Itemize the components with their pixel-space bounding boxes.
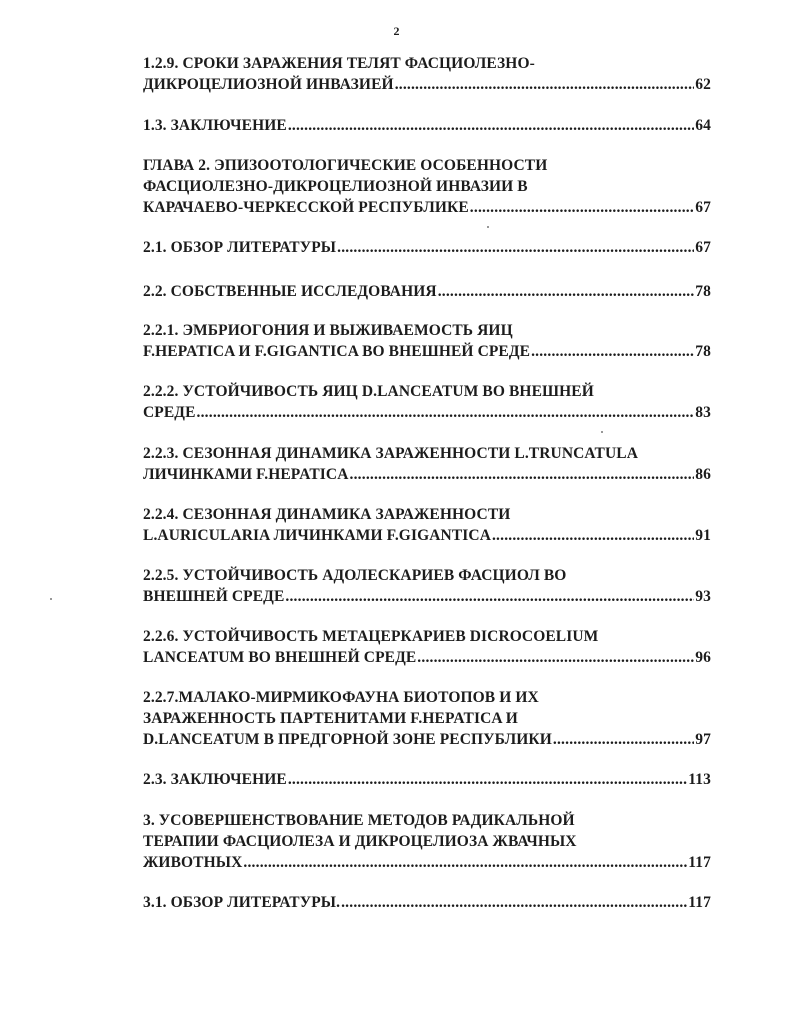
toc-page-number: 91 (695, 527, 711, 544)
toc-page-number: 78 (695, 283, 711, 300)
leader-dots (341, 892, 687, 913)
toc-line: 2.1. ОБЗОР ЛИТЕРАТУРЫ (143, 239, 337, 256)
toc-page-number: 64 (695, 117, 711, 134)
leader-dots (417, 647, 694, 668)
page-number: 2 (393, 24, 400, 38)
scan-speck (601, 431, 603, 433)
toc-line: 2.2.6. УСТОЙЧИВОСТЬ МЕТАЦЕРКАРИЕВ DICROCOELIUM (143, 628, 599, 645)
toc-line: ЗАРАЖЕННОСТЬ ПАРТЕНИТАМИ F.HEPATICA И (143, 710, 518, 727)
toc-line: 1.3. ЗАКЛЮЧЕНИЕ (143, 117, 287, 134)
toc-line: 2.2.7.МАЛАКО-МИРМИКОФАУНА БИОТОПОВ И ИХ (143, 689, 539, 706)
toc-line: 2.2.5. УСТОЙЧИВОСТЬ АДОЛЕСКАРИЕВ ФАСЦИОЛ ВО (143, 567, 567, 584)
toc-line: 3. УСОВЕРШЕНСТВОВАНИЕ МЕТОДОВ РАДИКАЛЬНОЙ (143, 812, 575, 829)
toc-line: F.HEPATICA И F.GIGANTICA ВО ВНЕШНЕЙ СРЕДЕ (143, 343, 531, 360)
leader-dots (470, 197, 695, 218)
leader-dots (197, 402, 695, 423)
leader-dots (337, 237, 694, 258)
toc-page-number: 96 (695, 649, 711, 666)
toc-line: LANCEATUM ВО ВНЕШНЕЙ СРЕДЕ (143, 649, 417, 666)
toc-line: L.AURICULARIA ЛИЧИНКАМИ F.GIGANTICA (143, 527, 491, 544)
toc-page-number: 78 (695, 343, 711, 360)
toc-line: 2.2.4. СЕЗОННАЯ ДИНАМИКА ЗАРАЖЕННОСТИ (143, 506, 511, 523)
leader-dots (531, 341, 694, 362)
toc-line: ГЛАВА 2. ЭПИЗООТОЛОГИЧЕСКИЕ ОСОБЕННОСТИ (143, 157, 548, 174)
toc-line: 3.1. ОБЗОР ЛИТЕРАТУРЫ. (143, 894, 341, 911)
toc-line: ВНЕШНЕЙ СРЕДЕ (143, 588, 285, 605)
toc-entry (143, 320, 711, 362)
scan-speck (50, 598, 52, 600)
leader-dots (288, 769, 687, 790)
toc-line: 2.2.1. ЭМБРИОГОНИЯ И ВЫЖИВАЕМОСТЬ ЯИЦ (143, 322, 513, 339)
toc-line: 2.3. ЗАКЛЮЧЕНИЕ (143, 771, 287, 788)
scan-speck (487, 226, 489, 228)
toc-entry (143, 565, 711, 607)
toc-entry (143, 626, 711, 668)
toc-page-number: 97 (695, 731, 711, 748)
toc-entry (143, 281, 711, 302)
toc-entry (143, 443, 711, 485)
leader-dots (288, 115, 694, 136)
toc-page-number: 83 (695, 404, 711, 421)
toc-entry (143, 155, 711, 218)
toc-line: 1.2.9. СРОКИ ЗАРАЖЕНИЯ ТЕЛЯТ ФАСЦИОЛЕЗНО- (143, 55, 535, 72)
toc-line: ЛИЧИНКАМИ F.HEPATICA (143, 466, 349, 483)
leader-dots (285, 586, 694, 607)
toc-page-number: 113 (688, 771, 711, 788)
toc-entry (143, 115, 711, 136)
toc-line: ТЕРАПИИ ФАСЦИОЛЕЗА И ДИКРОЦЕЛИОЗА ЖВАЧНЫХ (143, 833, 577, 850)
leader-dots (243, 852, 687, 873)
toc-line: КАРАЧАЕВО-ЧЕРКЕССКОЙ РЕСПУБЛИКЕ (143, 199, 469, 216)
toc-line: СРЕДЕ (143, 404, 196, 421)
toc-entry (143, 810, 711, 873)
toc-page-number: 86 (695, 466, 711, 483)
toc-line: 2.2.2. УСТОЙЧИВОСТЬ ЯИЦ D.LANCEATUM ВО ВНЕШНЕЙ (143, 383, 594, 400)
leader-dots (553, 729, 694, 750)
leader-dots (395, 74, 695, 95)
toc-page-number: 93 (695, 588, 711, 605)
toc-page-number: 117 (688, 854, 711, 871)
toc-entry (143, 504, 711, 546)
leader-dots (350, 464, 695, 485)
leader-dots (438, 281, 695, 302)
toc-page-number: 62 (695, 76, 711, 93)
toc-page-number: 117 (688, 894, 711, 911)
toc-page-number: 67 (695, 239, 711, 256)
toc-entry (143, 53, 711, 95)
toc-entry (143, 381, 711, 423)
toc-line: ФАСЦИОЛЕЗНО-ДИКРОЦЕЛИОЗНОЙ ИНВАЗИИ В (143, 178, 528, 195)
toc-entry (143, 769, 711, 790)
toc-line: ДИКРОЦЕЛИОЗНОЙ ИНВАЗИЕЙ (143, 76, 394, 93)
toc-entry (143, 687, 711, 750)
toc-line: 2.2.3. СЕЗОННАЯ ДИНАМИКА ЗАРАЖЕННОСТИ L.TRUNCATULA (143, 445, 639, 462)
leader-dots (492, 525, 694, 546)
toc-page-number: 67 (695, 199, 711, 216)
toc-entry (143, 892, 711, 913)
toc-line: ЖИВОТНЫХ (143, 854, 243, 871)
toc-line: D.LANCEATUM В ПРЕДГОРНОЙ ЗОНЕ РЕСПУБЛИКИ (143, 731, 552, 748)
toc-entry (143, 237, 711, 258)
toc-line: 2.2. СОБСТВЕННЫЕ ИССЛЕДОВАНИЯ (143, 283, 437, 300)
